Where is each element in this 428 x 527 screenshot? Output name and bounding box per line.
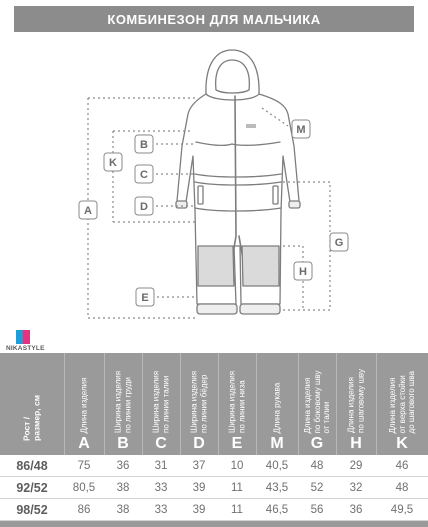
value-cell-c: 33	[154, 481, 168, 494]
value-cell-m: 40,5	[265, 459, 289, 472]
header-column-separator	[64, 353, 65, 455]
sleeve-cuff-right	[289, 201, 300, 208]
value-cell-m: 43,5	[265, 481, 289, 494]
header-letter-k: K	[396, 435, 408, 452]
size-cell: 86/48	[16, 458, 48, 473]
header-letter-e: E	[231, 435, 243, 452]
value-cell-h: 36	[349, 503, 363, 516]
value-cell-h: 32	[349, 481, 363, 494]
svg-text:G: G	[334, 237, 344, 249]
label-a	[79, 201, 97, 219]
header-label-c: Ширина изделия по линии талии	[151, 370, 170, 433]
header-cell-h	[336, 353, 376, 455]
svg-text:B: B	[140, 139, 148, 151]
header-cell-e	[218, 353, 256, 455]
value-cell-c: 33	[154, 503, 168, 516]
value-cell-e: 11	[231, 481, 243, 494]
value-cell-k: 49,5	[390, 503, 414, 516]
header-cell-m	[256, 353, 298, 455]
value-cell-a: 75	[77, 459, 91, 472]
logo-brand-text: NIKASTYLE	[6, 345, 45, 352]
header-column-separator	[376, 353, 377, 455]
header-letter-h: H	[350, 435, 362, 452]
table-row	[0, 455, 428, 477]
zipper	[231, 96, 244, 266]
header-size-label: Рост / размер, см	[21, 395, 41, 441]
svg-text:C: C	[140, 169, 148, 181]
measure-line-m	[262, 108, 288, 126]
header-cell-d	[180, 353, 218, 455]
label-m	[292, 120, 310, 138]
value-cell-a: 86	[77, 503, 91, 516]
header-label-m: Длина рукава	[272, 382, 282, 433]
header-cell-b	[104, 353, 142, 455]
header-label-a: Длина изделия	[79, 377, 89, 433]
value-cell-k: 46	[395, 459, 409, 472]
label-d	[135, 197, 153, 215]
cuff-left	[197, 304, 237, 314]
svg-text:H: H	[299, 266, 307, 278]
header-column-separator	[180, 353, 181, 455]
jumpsuit-diagram	[0, 36, 428, 354]
header-column-separator	[336, 353, 337, 455]
value-cell-d: 39	[192, 481, 206, 494]
header-label-g: Длина изделия по боковому шву от талии	[302, 370, 331, 433]
header-cell-g	[298, 353, 336, 455]
waist-line-lower	[195, 182, 281, 185]
hip-line	[195, 208, 281, 211]
svg-text:M: M	[296, 124, 306, 136]
header-column-separator	[104, 353, 105, 455]
value-cell-b: 36	[116, 459, 130, 472]
header-letter-m: M	[270, 435, 284, 452]
svg-text:D: D	[140, 201, 148, 213]
header-label-b: Ширина изделия по линии груди	[113, 370, 132, 433]
header-cell-c	[142, 353, 180, 455]
header-cell-k	[376, 353, 428, 455]
header-column-separator	[298, 353, 299, 455]
knee-patch-left	[198, 246, 234, 286]
value-cell-k: 48	[395, 481, 409, 494]
size-cell: 92/52	[16, 480, 48, 495]
value-cell-d: 37	[192, 459, 206, 472]
knee-patch-right	[242, 246, 279, 286]
header-column-separator	[218, 353, 219, 455]
label-b	[135, 135, 153, 153]
hood-face-opening	[216, 60, 250, 93]
value-cell-g: 48	[310, 459, 324, 472]
header-letter-g: G	[310, 435, 324, 452]
value-cell-e: 10	[230, 459, 244, 472]
value-cell-h: 29	[349, 459, 363, 472]
header-cell-a	[64, 353, 104, 455]
value-cell-g: 52	[310, 481, 324, 494]
header-label-d: Ширина изделия по линии бёдер	[189, 370, 208, 433]
value-cell-b: 38	[116, 481, 130, 494]
value-cell-m: 46,5	[265, 503, 289, 516]
body-outline	[177, 94, 299, 304]
pocket-right	[273, 186, 278, 204]
table-body	[0, 455, 428, 521]
logo-mark-icon	[16, 330, 30, 344]
value-cell-g: 56	[310, 503, 324, 516]
header-letter-b: B	[117, 435, 129, 452]
svg-text:K: K	[109, 157, 117, 169]
header-label-h: Длина изделия по шаговому шву	[346, 369, 365, 433]
chest-yoke-line	[196, 142, 280, 145]
sleeve-cuff-left	[176, 201, 187, 208]
value-cell-c: 31	[154, 459, 168, 472]
table-row	[0, 477, 428, 499]
pocket-left	[198, 186, 203, 204]
header-column-separator	[142, 353, 143, 455]
label-k	[104, 153, 122, 171]
value-cell-d: 39	[192, 503, 206, 516]
value-cell-e: 11	[231, 503, 243, 516]
label-e	[136, 288, 154, 306]
svg-text:A: A	[84, 205, 92, 217]
label-h	[294, 262, 312, 280]
size-table	[0, 353, 428, 527]
header-label-e: Ширина изделия по линии низа	[227, 370, 246, 433]
value-cell-a: 80,5	[72, 481, 96, 494]
table-row	[0, 499, 428, 521]
header-letter-c: C	[155, 435, 167, 452]
header-letter-d: D	[193, 435, 205, 452]
chest-badge	[246, 124, 256, 128]
page-title: КОМБИНЕЗОН ДЛЯ МАЛЬЧИКА	[14, 6, 414, 32]
value-cell-b: 38	[116, 503, 130, 516]
table-bottom-bar	[0, 521, 428, 527]
header-size-cell	[0, 353, 64, 455]
header-letter-a: A	[78, 435, 90, 452]
label-c	[135, 165, 153, 183]
waist-line-upper	[195, 174, 281, 177]
svg-text:E: E	[141, 292, 149, 304]
cuff-right	[240, 304, 280, 314]
size-cell: 98/52	[16, 502, 48, 517]
label-g	[330, 233, 348, 251]
header-column-separator	[256, 353, 257, 455]
header-label-k: Длина изделия от верха стойки до шагового шва	[387, 370, 416, 433]
